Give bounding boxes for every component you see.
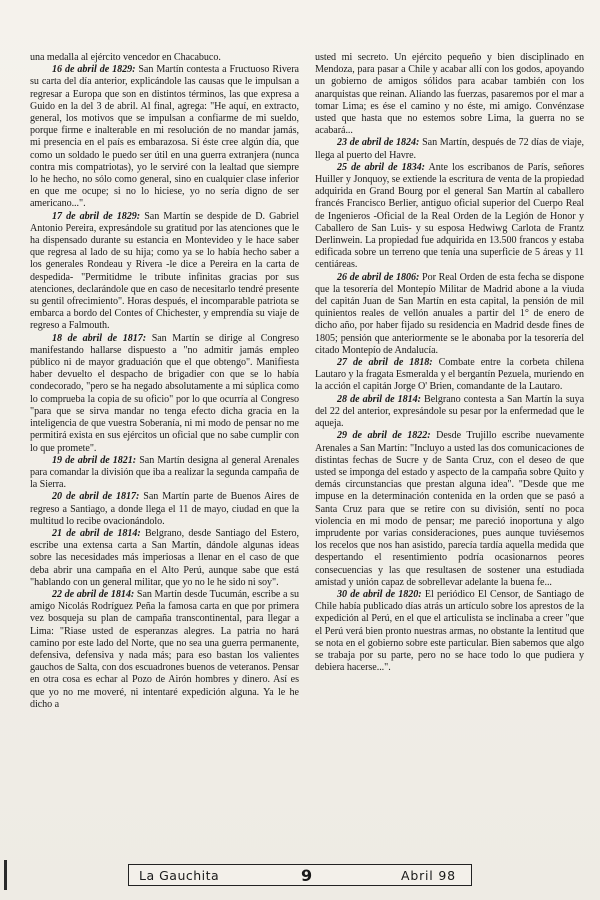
issue-date: Abril 98 <box>401 867 456 883</box>
paragraph: 19 de abril de 1821: San Martín designa al general Arenales para comandar la división que iba a realizar la segunda campaña de la Sierra. <box>30 454 299 491</box>
publication-name: La Gauchita <box>139 867 220 883</box>
page-footer <box>128 864 472 886</box>
paragraph: 28 de abril de 1814: Belgrano contesta a San Martín la suya del 22 del anterior, expresándole su pesar por la enfermedad que le aqueja. <box>315 393 584 430</box>
paragraph: 17 de abril de 1829: San Martín se despide de D. Gabriel Antonio Pereira, expresándole su gratitud por las atenciones que le ha dispensado durante su estancia en Montevideo y le hace saber que regresa al lado de su hija; como ya se lo había hecho saber a los generales Rondeau y Rivera -le dice a Pereira en la carta de despedida- "Permitidme le tribute infinitas gracias por sus atenciones, declarándole que en caso de necesitarlo tendré presente su gentil ofrecimiento". Horas después, el incomparable patriota se embarca a bordo del Contes of Chichester, y emprendía su viaje de regreso a Falmouth. <box>30 210 299 332</box>
entry-date: 19 de abril de 1821: <box>52 454 137 466</box>
paragraph: 22 de abril de 1814: San Martín desde Tucumán, escribe a su amigo Nicolás Rodríguez Peña la famosa carta en que por primera vez bosqueja su plan de campaña transcontinental, para llegar a Lima: "Riase usted de esperanzas alegres. La patria no hará camino por este lado del Norte, que no sea una guerra permanente, defensiva, defensiva y nada más; para eso bastan los valientes gauchos de Salta, con dos escuadrones buenos de veteranos. Pensar en otra cosa es echar al Pozo de Airón hombres y dinero. Así es que yo no me moveré, ni intentaré expedición alguna. Ya le he dicho a <box>30 588 299 710</box>
page-number: 9 <box>301 865 313 885</box>
entry-date: 26 de abril de 1806: <box>337 271 420 283</box>
entry-date: 22 de abril de 1814: <box>52 588 135 600</box>
paragraph: 25 de abril de 1834: Ante los escribanos de París, señores Huiller y Jonquoy, se extiende la escritura de venta de la propiedad adquirida en Grand Bourg por el general San Martín al caballero francés Francisco Berlier, antiguo oficial superior del Cuerpo Real de Ingenieros -Oficial de la Real Orden de la Legión de Honor y Caballero de San Luis- y su esposa Hedwiwg Carlota de Frantz Derlinwein. La propiedad fue adquirida en 13.500 francos y estaba edificada sobre un terreno que tenía una superficie de 5 áreas y 11 centiáreas. <box>315 161 584 271</box>
column-right <box>315 52 584 858</box>
paragraph: 21 de abril de 1814: Belgrano, desde Santiago del Estero, escribe una extensa carta a San Martín, dándole algunas ideas sobre las necesidades más imperiosas a llenar en el caso de que deba abrir una campaña en el Alto Perú, aunque sabe que está "hablando con un general militar, que yo no le he sido ni soy". <box>30 527 299 588</box>
paragraph: una medalla al ejército vencedor en Chacabuco. <box>30 52 221 63</box>
entry-date: 29 de abril de 1822: <box>337 430 431 442</box>
entry-date: 27 de abril de 1818: <box>337 357 433 369</box>
paragraph: 29 de abril de 1822: Desde Trujillo escribe nuevamente Arenales a San Martín: "Incluyo a usted las dos comunicaciones de distintas fechas de Sucre y de Santa Cruz, con el deseo de que usted se imponga del estado y aspecto de la campaña sobre Quito y demás circunstancias que prestan alguna idea". "Desde que me impuse en la determinación contenida en la orden que se pasó a Santa Cruz para que se retire con su división, sentí no poca violencia en mi modo de pensar; me pareció inoportuna y algo imprudente por varias consideraciones, pues aunque tuviésemos los recelos que nos han asistido, parecía tardía aquella medida que despertando el resentimiento podría ocasionarnos peores consecuencias y las que resultasen de sostener una estudiada amistad y unión capaz de sobrellevar adelante la buena fe... <box>315 430 584 588</box>
paragraph: 30 de abril de 1820: El periódico El Censor, de Santiago de Chile había publicado días atrás un artículo sobre los aprestos de la expedición al Perú, en el que el articulista se inclinaba a creer "que el Perú verá bien pronto nuestras armas, no obstante la lentitud que se nota en el gobierno sobre este particular. Bien sabemos que algo se trabaja por su parte, pero no se hace todo lo que pudiera y debiera hacerse...". <box>315 588 584 674</box>
paragraph: 18 de abril de 1817: San Martín se dirige al Congreso manifestando hallarse dispuesto a "no admitir jamás empleo público ni de mayor graduación que el que obtengo". Manifiesta haber devuelto el despacho de brigadier con que se lo había condecorado, "pero se ha negado absolutamente a mi súplica como lo comprueba la copia de su oficio" por lo que ocurría al Congreso "para que se sirva mandar no tenga efecto dicha gracia en la inteligencia de que vuestra Soberanía, ni mi modo de pensar no me permitirá exista en sus ejércitos un oficial que no sabe cumplir con lo que promete". <box>30 332 299 454</box>
entry-date: 20 de abril de 1817: <box>52 491 140 503</box>
paragraph: 16 de abril de 1829: San Martín contesta a Fructuoso Rivera su carta del día anterior, explicándole las causas que le impulsan a regresar a Europa que son en distintos términos, las que expresa a Guido en la del 3 de abril. Al final, agrega: "He aquí, en extracto, general, los motivos que se impulsan a confiarme de mi sueldo, porque firme e inalterable en mi resolución de no mandar jamás, mi presencia en el país es embarazosa. Si éste cree algún día, que como un soldado le puedo ser útil en una guerra extranjera (nunca contra mis compatriotas), yo le serviré con la lealtad que siempre lo he hecho, no sólo como general, sino en cualquier clase inferior en que me ocupe; si no lo hiciese, yo no sería digno de ser americano...". <box>30 64 299 210</box>
binding-edge <box>4 860 7 890</box>
paragraph: 26 de abril de 1806: Por Real Orden de esta fecha se dispone que la tesorería del Montepío Militar de Madrid abone a la viuda del capitán Juan de San Martín en esta capital, la pensión de mil quinientos reales de vellón anuales a partir del 1° de enero de dicho año, por haber fijado su residencia en Madrid desde fines de 1805; pensión que anteriormente se le abonaba por la tesorería del citado Montepío de Andalucía. <box>315 271 584 356</box>
entry-date: 17 de abril de 1829: <box>52 210 141 222</box>
paragraph: usted mi secreto. Un ejército pequeño y bien disciplinado en Mendoza, para pasar a Chile y acabar allí con los godos, apoyando un gobierno de amigos sólidos para acabar también con los anarquistas que reinan. Aliando las fuerzas, pasaremos por el mar a tomar Lima; es ése el camino y no éste, mi amigo. Convénzase usted que hasta que no estemos sobre Lima, la guerra no se acabará... <box>315 52 584 137</box>
entry-date: 30 de abril de 1820: <box>337 588 422 600</box>
entry-date: 28 de abril de 1814: <box>337 393 421 405</box>
paragraph: 20 de abril de 1817: San Martín parte de Buenos Aires de regreso a Santiago, a donde llega el 11 de mayo, ciudad en que la multitud lo recibe ovacionándolo. <box>30 491 299 527</box>
column-left <box>30 52 299 858</box>
entry-date: 25 de abril de 1834: <box>337 161 425 173</box>
entry-date: 23 de abril de 1824: <box>337 137 420 149</box>
paragraph: 23 de abril de 1824: San Martín, después de 72 días de viaje, llega al puerto del Havre. <box>315 137 584 161</box>
article-body <box>30 52 584 858</box>
entry-date: 21 de abril de 1814: <box>52 527 141 539</box>
entry-date: 18 de abril de 1817: <box>52 332 147 344</box>
entry-date: 16 de abril de 1829: <box>52 64 136 76</box>
paragraph: 27 de abril de 1818: Combate entre la corbeta chilena Lautaro y la fragata Esmeralda y el bergantín Pezuela, muriendo en la acción el capitán Jorge O' Brien, comandante de la Lautaro. <box>315 357 584 393</box>
